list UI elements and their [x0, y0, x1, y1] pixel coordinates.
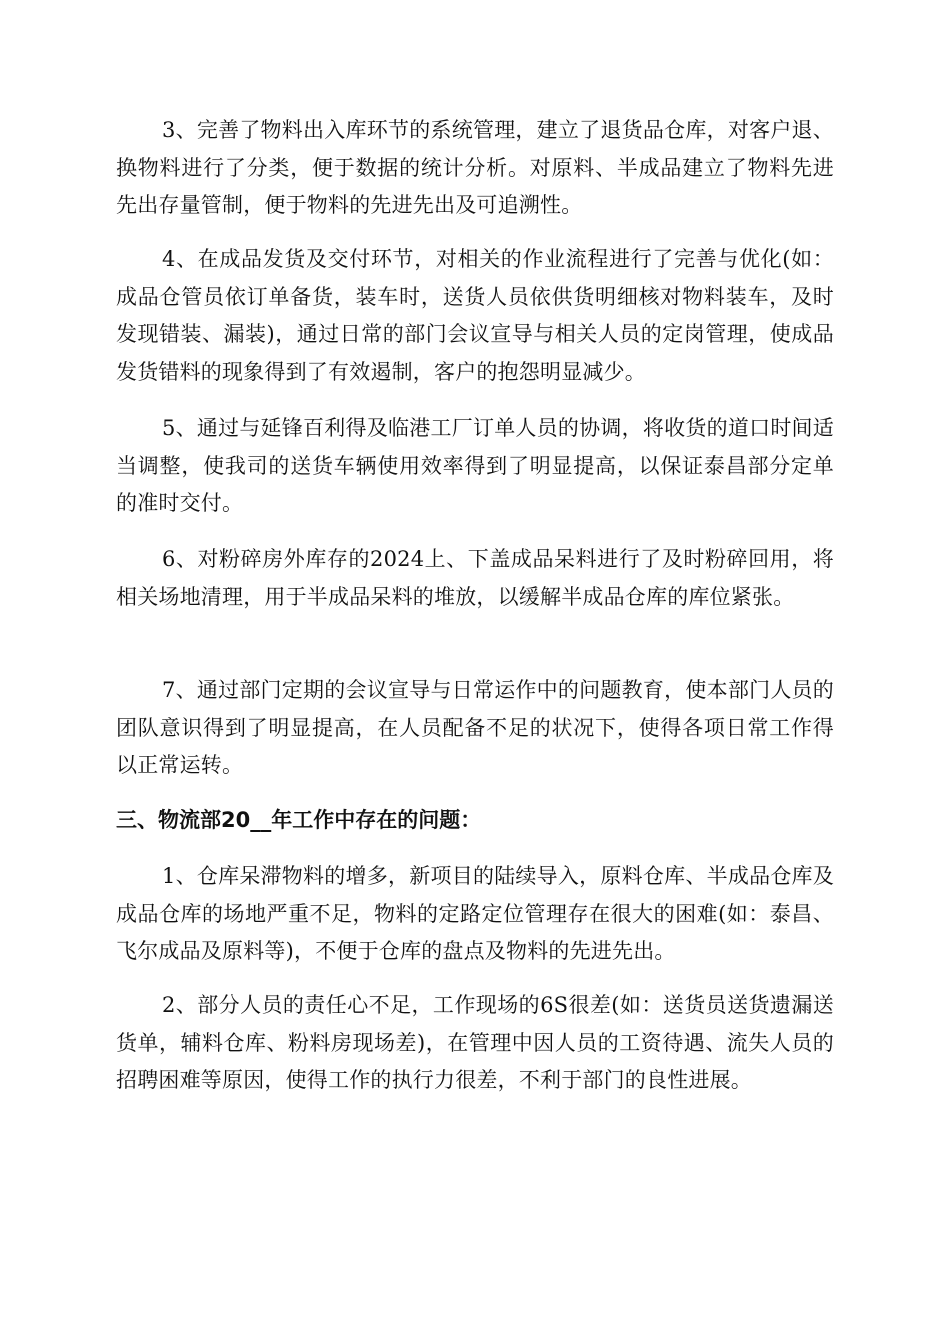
paragraph-item-4: 4、在成品发货及交付环节，对相关的作业流程进行了完善与优化(如：成品仓管员依订单备货，装车时，送货人员依供货明细核对物料装车，及时发现错装、漏装)，通过日常的部门会议宣导与相关人员的定岗管理，使成品发货错料的现象得到了有效遏制，客户的抱怨明显减少。 [116, 247, 834, 384]
section-heading: 三、物流部20__年工作中存在的问题： [116, 808, 482, 832]
problem-item-2: 2、部分人员的责任心不足，工作现场的6S很差(如：送货员送货遗漏送货单，辅料仓库、粉料房现场差)，在管理中因人员的工资待遇、流失人员的招聘困难等原因，使得工作的执行力很差，不利于部门的良性进展。 [116, 993, 834, 1092]
paragraph-item-3: 3、完善了物料出入库环节的系统管理，建立了退货品仓库，对客户退、换物料进行了分类，便于数据的统计分析。对原料、半成品建立了物料先进先出存量管制，便于物料的先进先出及可追溯性。 [116, 118, 834, 217]
paragraph-item-5: 5、通过与延锋百利得及临港工厂订单人员的协调，将收货的道口时间适当调整，使我司的送货车辆使用效率得到了明显提高，以保证泰昌部分定单的准时交付。 [116, 416, 834, 515]
paragraph-item-6: 6、对粉碎房外库存的2024上、下盖成品呆料进行了及时粉碎回用，将相关场地清理，用于半成品呆料的堆放，以缓解半成品仓库的库位紧张。 [116, 547, 834, 609]
paragraph-item-7: 7、通过部门定期的会议宣导与日常运作中的问题教育，使本部门人员的团队意识得到了明显提高，在人员配备不足的状况下，使得各项日常工作得以正常运转。 [116, 678, 834, 777]
problem-item-1: 1、仓库呆滞物料的增多，新项目的陆续导入，原料仓库、半成品仓库及成品仓库的场地严重不足，物料的定路定位管理存在很大的困难(如：泰昌、飞尔成品及原料等)，不便于仓库的盘点及物料的先进先出。 [116, 864, 834, 963]
